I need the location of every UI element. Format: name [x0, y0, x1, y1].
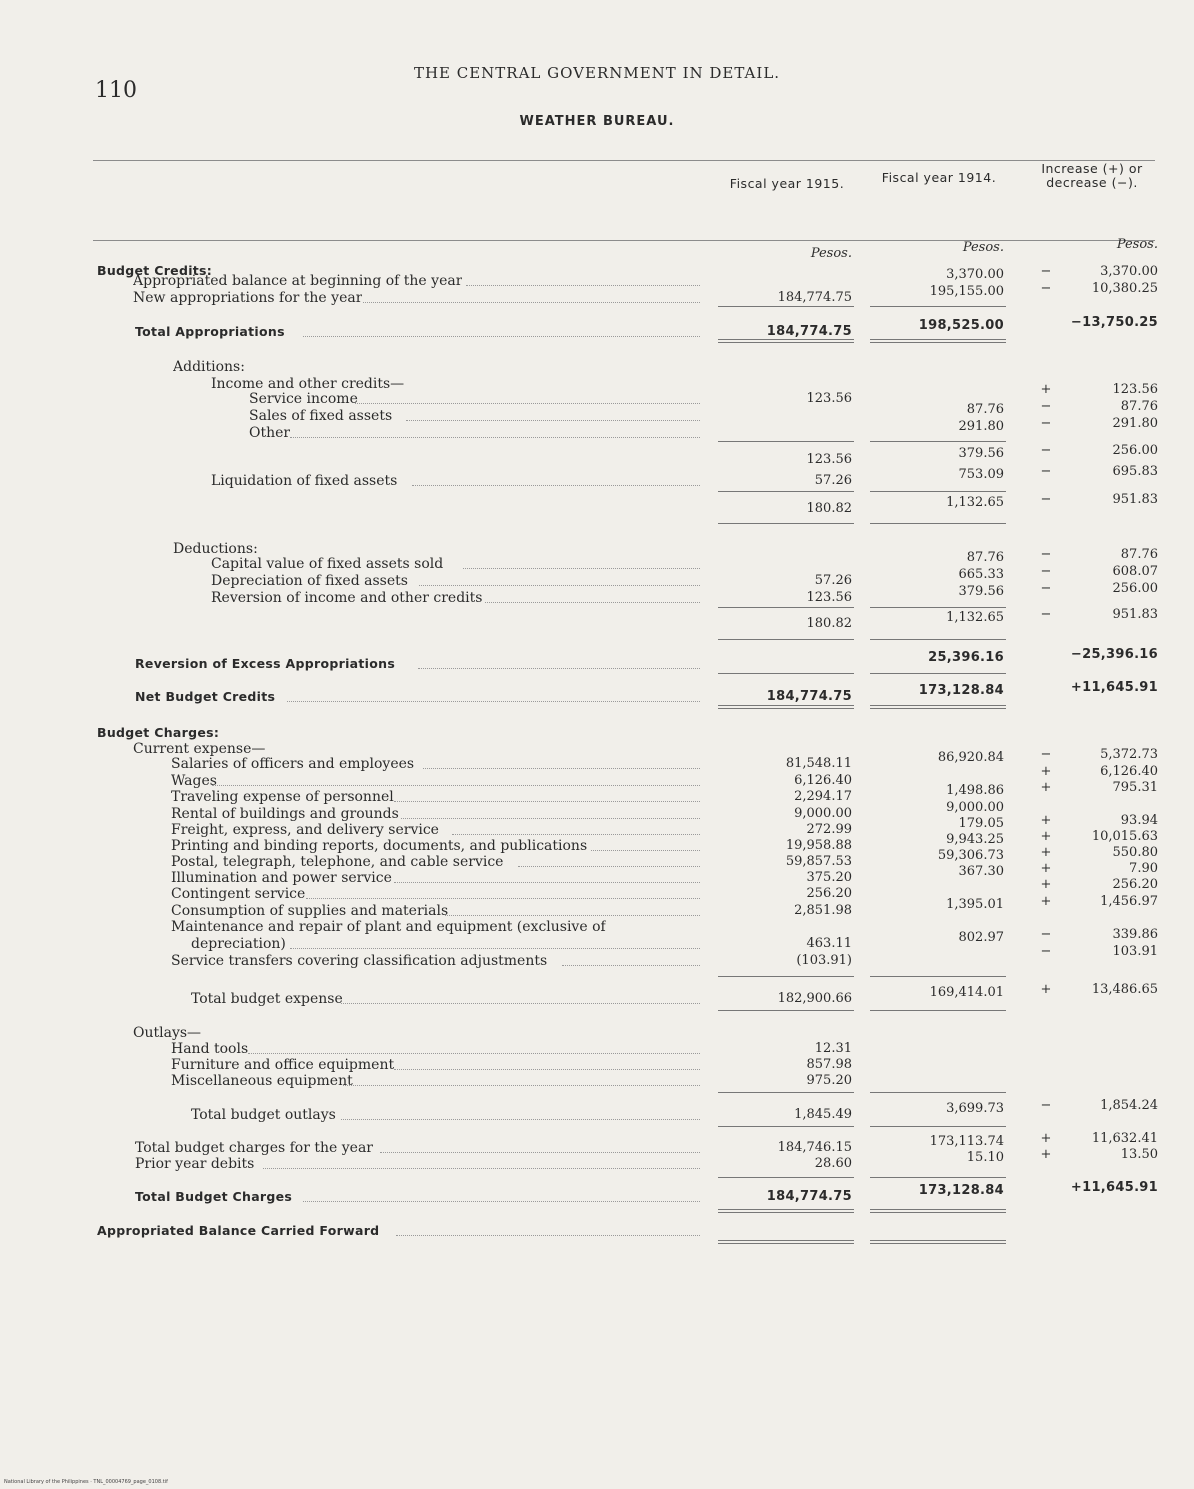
table-row [0, 1098, 1194, 1124]
value-change: 87.76 [1120, 399, 1158, 414]
sum-rule [870, 976, 1006, 977]
dot-leader [355, 403, 700, 404]
value-change: 6,126.40 [1100, 764, 1158, 779]
sum-rule [718, 607, 854, 608]
value-fy1914: 1,132.65 [946, 495, 1004, 510]
value-change: +11,645.91 [1070, 1180, 1158, 1195]
value-fy1914: 173,128.84 [918, 1183, 1004, 1198]
row-label: Printing and binding reports, documents, and publications [171, 838, 588, 854]
sum-rule [870, 523, 1006, 524]
change-sign: − [1040, 464, 1052, 479]
value-fy1915: 57.26 [814, 473, 852, 488]
change-sign: − [1040, 443, 1052, 458]
row-label: Reversion of Excess Appropriations [135, 656, 396, 671]
value-fy1914: 173,113.74 [929, 1134, 1004, 1149]
row-label: Contingent service [171, 886, 306, 902]
sum-rule [870, 1092, 1006, 1093]
value-change: 550.80 [1112, 845, 1158, 860]
sum-rule [718, 1126, 854, 1127]
value-fy1915: 180.82 [806, 616, 852, 631]
change-sign: − [1040, 416, 1052, 431]
page-number: 110 [95, 78, 137, 103]
table-row [0, 1180, 1194, 1206]
change-sign: + [1040, 894, 1052, 909]
row-label: Prior year debits [135, 1156, 255, 1172]
value-fy1914: 379.56 [958, 584, 1004, 599]
dot-leader [396, 1235, 700, 1236]
scan-footer: National Library of the Philippines · TNL_00004769_page_0108.tif [4, 1479, 168, 1485]
value-fy1914: 1,498.86 [946, 783, 1004, 798]
change-sign: − [1040, 281, 1052, 296]
value-fy1915: 59,857.53 [785, 854, 852, 869]
total-double-rule [718, 705, 854, 709]
value-fy1914: 802.97 [958, 930, 1004, 945]
value-change: 339.86 [1112, 927, 1158, 942]
row-label: Outlays— [133, 1025, 202, 1041]
row-label: Rental of buildings and grounds [171, 806, 399, 822]
value-change: 1,854.24 [1100, 1098, 1158, 1113]
change-sign: + [1040, 861, 1052, 876]
value-change: 1,456.97 [1100, 894, 1158, 909]
sum-rule [870, 1126, 1006, 1127]
table-row [0, 647, 1194, 673]
change-sign: + [1040, 982, 1052, 997]
value-fy1915: 81,548.11 [785, 756, 852, 771]
dot-leader [306, 898, 700, 899]
row-label: Service income [249, 391, 358, 407]
value-fy1915: 272.99 [806, 822, 852, 837]
sum-rule [718, 441, 854, 442]
row-label: Total Appropriations [135, 324, 285, 339]
value-fy1915: 975.20 [806, 1073, 852, 1088]
value-fy1914: 173,128.84 [918, 683, 1004, 698]
total-double-rule [870, 1209, 1006, 1213]
value-fy1914: 1,132.65 [946, 610, 1004, 625]
column-header-fy1914: Fiscal year 1914. [881, 170, 997, 185]
row-label: Net Budget Credits [135, 689, 276, 704]
value-change: 951.83 [1112, 492, 1158, 507]
row-label: Furniture and office equipment [171, 1057, 395, 1073]
sum-rule [718, 976, 854, 977]
dot-leader [406, 420, 700, 421]
row-label: Traveling expense of personnel [171, 789, 394, 805]
row-label: Budget Credits: [97, 263, 213, 278]
value-change: −25,396.16 [1070, 647, 1158, 662]
value-change: 256.00 [1112, 443, 1158, 458]
value-change: 256.20 [1112, 877, 1158, 892]
value-fy1914: 3,699.73 [946, 1101, 1004, 1116]
row-label: Total budget charges for the year [135, 1140, 373, 1156]
row-label: Sales of fixed assets [249, 408, 393, 424]
table-row [0, 1222, 1194, 1240]
change-sign: + [1040, 877, 1052, 892]
row-label: Service transfers covering classification adjustments [171, 953, 548, 969]
change-sign: − [1040, 581, 1052, 596]
dot-leader [290, 437, 701, 438]
change-sign: − [1040, 492, 1052, 507]
row-label: Wages [171, 773, 217, 789]
dot-leader [452, 834, 700, 835]
dot-leader [445, 915, 700, 916]
dot-leader [485, 602, 700, 603]
row-label: Budget Charges: [97, 725, 220, 740]
value-fy1914: 753.09 [958, 467, 1004, 482]
sum-rule [718, 523, 854, 524]
value-fy1915: 1,845.49 [794, 1107, 852, 1122]
value-change: 5,372.73 [1100, 747, 1158, 762]
value-fy1914: 195,155.00 [929, 284, 1004, 299]
row-label: Capital value of fixed assets sold [211, 556, 444, 572]
table-row [0, 464, 1194, 490]
dot-leader [394, 801, 700, 802]
value-fy1915: 463.11 [806, 936, 852, 951]
value-fy1915: 184,774.75 [777, 290, 852, 305]
dot-leader [363, 302, 700, 303]
value-fy1915: 2,851.98 [794, 903, 852, 918]
value-fy1915: 123.56 [806, 452, 852, 467]
dot-leader [263, 1168, 700, 1169]
dot-leader [394, 1069, 700, 1070]
sum-rule [718, 1010, 854, 1011]
dot-leader [341, 1119, 700, 1120]
sum-rule [718, 1092, 854, 1093]
value-fy1914: 9,943.25 [946, 832, 1004, 847]
value-fy1914: 87.76 [966, 550, 1004, 565]
table-row [0, 1072, 1194, 1090]
value-fy1915: 123.56 [806, 590, 852, 605]
sum-rule [870, 639, 1006, 640]
sum-rule [718, 673, 854, 674]
change-sign: − [1040, 564, 1052, 579]
value-fy1915: 184,746.15 [777, 1140, 852, 1155]
dot-leader [463, 568, 700, 569]
row-label: Freight, express, and delivery service [171, 822, 439, 838]
row-label: Hand tools [171, 1041, 249, 1057]
dot-leader [419, 585, 700, 586]
value-change: 795.31 [1112, 780, 1158, 795]
value-fy1915: 375.20 [806, 870, 852, 885]
value-fy1914: 59,306.73 [937, 848, 1004, 863]
row-label: Total Budget Charges [135, 1189, 293, 1204]
value-change: 13.50 [1120, 1147, 1158, 1162]
value-fy1914: 198,525.00 [918, 318, 1004, 333]
value-fy1914: 25,396.16 [928, 650, 1004, 665]
value-change: 256.00 [1112, 581, 1158, 596]
sum-rule [870, 491, 1006, 492]
header-top-rule [93, 160, 1155, 161]
change-sign: − [1040, 747, 1052, 762]
row-label: Depreciation of fixed assets [211, 573, 408, 589]
value-change: 695.83 [1112, 464, 1158, 479]
dot-leader [562, 965, 700, 966]
change-sign: + [1040, 1147, 1052, 1162]
dot-leader [248, 1053, 700, 1054]
sum-rule [718, 491, 854, 492]
value-fy1914: 15.10 [966, 1150, 1004, 1165]
sum-rule [870, 441, 1006, 442]
table-row [0, 680, 1194, 706]
change-sign: − [1040, 607, 1052, 622]
value-fy1915: 857.98 [806, 1057, 852, 1072]
dot-leader [418, 668, 700, 669]
value-change: 10,015.63 [1091, 829, 1158, 844]
change-sign: + [1040, 764, 1052, 779]
total-double-rule [718, 1209, 854, 1213]
value-fy1915: (103.91) [796, 953, 852, 968]
value-change: +11,645.91 [1070, 680, 1158, 695]
row-label: Maintenance and repair of plant and equipment (exclusive of [171, 919, 606, 935]
unit-label-fy1914: Pesos. [962, 240, 1004, 255]
table-row [0, 492, 1194, 518]
value-fy1914: 179.05 [958, 816, 1004, 831]
row-label: Salaries of officers and employees [171, 756, 415, 772]
value-fy1914: 86,920.84 [937, 750, 1004, 765]
value-fy1914: 1,395.01 [946, 897, 1004, 912]
row-label: Liquidation of fixed assets [211, 473, 398, 489]
sum-rule [718, 306, 854, 307]
value-change: 7.90 [1129, 861, 1158, 876]
row-label: Appropriated Balance Carried Forward [97, 1223, 380, 1238]
total-double-rule [718, 1240, 854, 1244]
value-change: 11,632.41 [1091, 1131, 1158, 1146]
value-fy1915: 19,958.88 [785, 838, 852, 853]
dot-leader [518, 866, 700, 867]
row-label: Consumption of supplies and materials [171, 903, 449, 919]
value-change: 93.94 [1120, 813, 1158, 828]
value-fy1915: 123.56 [806, 391, 852, 406]
value-fy1914: 169,414.01 [929, 985, 1004, 1000]
row-label: New appropriations for the year [133, 290, 363, 306]
dot-leader [341, 1003, 700, 1004]
value-fy1915: 182,900.66 [777, 991, 852, 1006]
change-sign: − [1040, 944, 1052, 959]
dot-leader [287, 701, 700, 702]
value-change: 3,370.00 [1100, 264, 1158, 279]
dot-leader [212, 785, 701, 786]
unit-label-fy1915: Pesos. [810, 246, 852, 261]
row-label: Reversion of income and other credits [211, 590, 483, 606]
running-title: THE CENTRAL GOVERNMENT IN DETAIL. [413, 64, 781, 82]
value-fy1914: 3,370.00 [946, 267, 1004, 282]
dot-leader [423, 768, 700, 769]
value-fy1915: 6,126.40 [794, 773, 852, 788]
change-sign: − [1040, 264, 1052, 279]
table-row [0, 982, 1194, 1008]
value-fy1915: 28.60 [814, 1156, 852, 1171]
dot-leader [303, 336, 700, 337]
change-sign: − [1040, 1098, 1052, 1113]
value-fy1915: 12.31 [814, 1041, 852, 1056]
dot-leader [394, 882, 700, 883]
row-label: Income and other credits— [211, 376, 405, 392]
dot-leader [290, 948, 700, 949]
row-label: Miscellaneous equipment [171, 1073, 353, 1089]
change-sign: + [1040, 382, 1052, 397]
row-label: Deductions: [173, 541, 258, 557]
total-double-rule [718, 339, 854, 343]
dot-leader [401, 818, 700, 819]
value-fy1914: 665.33 [958, 567, 1004, 582]
change-sign: + [1040, 1131, 1052, 1146]
value-change: 608.07 [1112, 564, 1158, 579]
row-label: Current expense— [133, 741, 266, 757]
value-change: −13,750.25 [1070, 315, 1158, 330]
table-row [0, 358, 1194, 376]
value-fy1914: 367.30 [958, 864, 1004, 879]
change-sign: + [1040, 845, 1052, 860]
table-row [0, 315, 1194, 341]
total-double-rule [870, 705, 1006, 709]
total-double-rule [870, 1240, 1006, 1244]
unit-label-change: Pesos. [1116, 237, 1158, 252]
change-sign: + [1040, 829, 1052, 844]
sum-rule [870, 1177, 1006, 1178]
value-change: 123.56 [1112, 382, 1158, 397]
value-fy1914: 87.76 [966, 402, 1004, 417]
value-fy1915: 57.26 [814, 573, 852, 588]
value-fy1915: 9,000.00 [794, 806, 852, 821]
value-fy1915: 2,294.17 [794, 789, 852, 804]
table-row [0, 607, 1194, 633]
value-fy1915: 180.82 [806, 501, 852, 516]
row-label: Appropriated balance at beginning of the year [133, 273, 463, 289]
dot-leader [343, 1085, 700, 1086]
bureau-title: WEATHER BUREAU. [519, 114, 675, 129]
row-label: Illumination and power service [171, 870, 392, 886]
table-row [0, 918, 1194, 936]
change-sign: − [1040, 547, 1052, 562]
dot-leader [412, 485, 700, 486]
value-change: 13,486.65 [1091, 982, 1158, 997]
value-change: 951.83 [1112, 607, 1158, 622]
value-fy1914: 9,000.00 [946, 800, 1004, 815]
column-header-change: Increase (+) or decrease (−). [1041, 161, 1143, 190]
value-change: 291.80 [1112, 416, 1158, 431]
row-label: Total budget outlays [191, 1107, 336, 1123]
change-sign: − [1040, 927, 1052, 942]
table-row [0, 443, 1194, 469]
value-fy1915: 184,774.75 [766, 689, 852, 704]
row-label: Total budget expense [191, 991, 343, 1007]
sum-rule [718, 1177, 854, 1178]
change-sign: + [1040, 780, 1052, 795]
column-header-fy1915: Fiscal year 1915. [729, 176, 845, 191]
value-fy1915: 184,774.75 [766, 324, 852, 339]
sum-rule [870, 607, 1006, 608]
sum-rule [870, 306, 1006, 307]
change-sign: − [1040, 399, 1052, 414]
row-label: Postal, telegraph, telephone, and cable service [171, 854, 504, 870]
dot-leader [591, 850, 700, 851]
dot-leader [380, 1152, 700, 1153]
row-label: Other [249, 425, 291, 441]
value-fy1914: 379.56 [958, 446, 1004, 461]
value-change: 103.91 [1112, 944, 1158, 959]
dot-leader [303, 1201, 700, 1202]
sum-rule [870, 673, 1006, 674]
value-fy1914: 291.80 [958, 419, 1004, 434]
row-label: depreciation) [191, 936, 286, 952]
value-fy1915: 256.20 [806, 886, 852, 901]
sum-rule [870, 1010, 1006, 1011]
total-double-rule [870, 339, 1006, 343]
value-change: 87.76 [1120, 547, 1158, 562]
row-label: Additions: [173, 359, 245, 375]
change-sign: + [1040, 813, 1052, 828]
value-fy1915: 184,774.75 [766, 1189, 852, 1204]
dot-leader [466, 285, 701, 286]
value-change: 10,380.25 [1091, 281, 1158, 296]
sum-rule [718, 639, 854, 640]
